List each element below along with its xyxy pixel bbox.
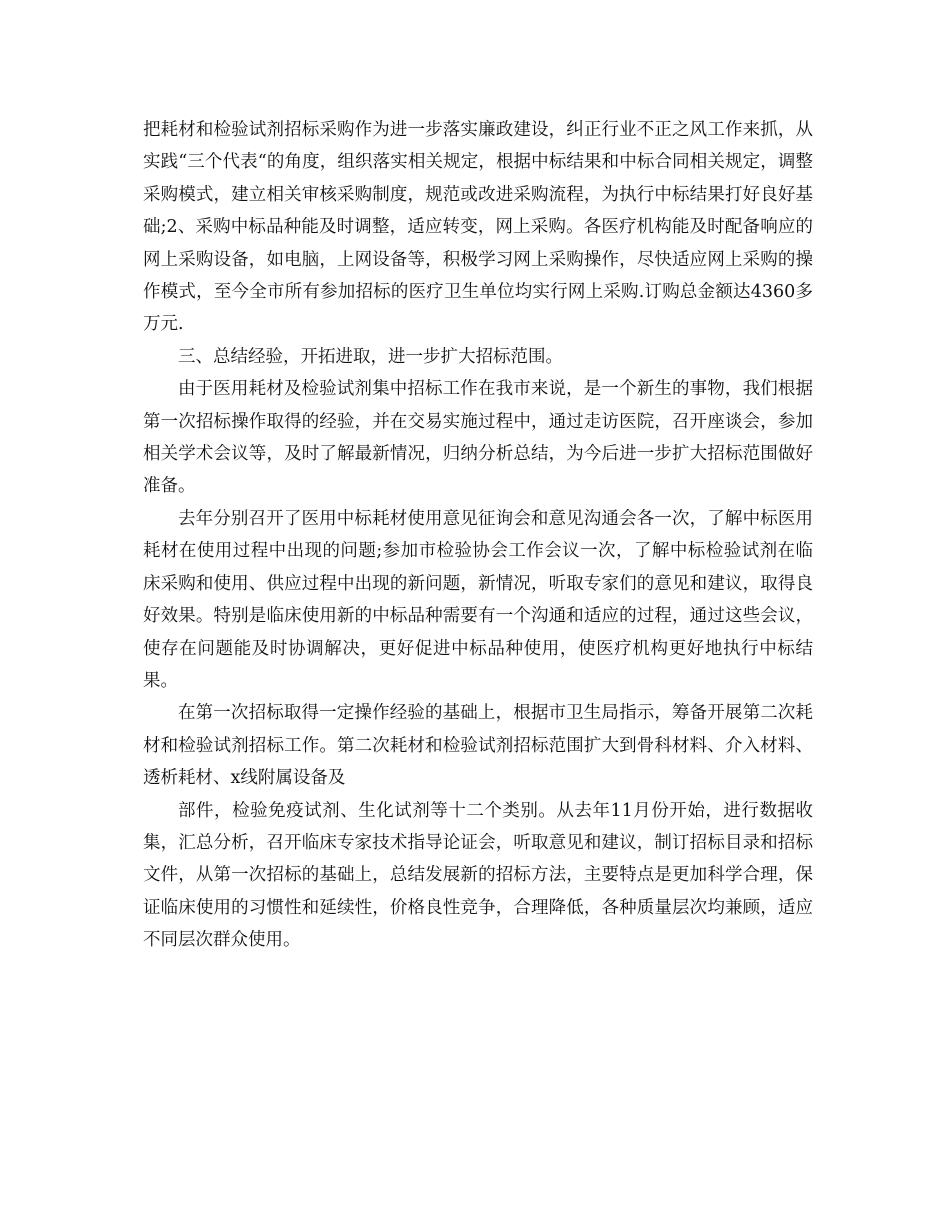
document-body xyxy=(143,114,813,957)
paragraph-second-tender: 在第一次招标取得一定操作经验的基础上，根据市卫生局指示，筹备开展第二次耗材和检验试剂招标工作。第二次耗材和检验试剂招标范围扩大到骨科材料、介入材料、透析耗材、x线附属设备及 xyxy=(143,703,813,789)
paragraph-meetings: 去年分别召开了医用中标耗材使用意见征询会和意见沟通会各一次，了解中标医用耗材在使用过程中出现的问题;参加市检验协会工作会议一次，了解中标检验试剂在临床采购和使用、供应过程中出现的新问题，新情况，听取专家们的意见和建议，取得良好效果。特别是临床使用新的中标品种需要有一个沟通和适应的过程，通过这些会议，使存在问题能及时协调解决，更好促进中标品种使用，使医疗机构更好地执行中标结果。 xyxy=(143,508,813,691)
section-heading-summary: 三、总结经验，开拓进取，进一步扩大招标范围。 xyxy=(178,346,563,367)
paragraph-procurement-execution: 把耗材和检验试剂招标采购作为进一步落实廉政建设，纠正行业不正之风工作来抓，从实践“三个代表“的角度，组织落实相关规定，根据中标结果和中标合同相关规定，调整采购模式，建立相关审核采购制度，规范或改进采购流程，为执行中标结果打好良好基础;2、采购中标品种能及时调整，适应转变，网上采购。各医疗机构能及时配备响应的网上采购设备，如电脑，上网设备等，积极学习网上采购操作，尽快适应网上采购的操作模式，至今全市所有参加招标的医疗卫生单位均实行网上采购.订购总金额达4360多万元. xyxy=(143,120,813,335)
paragraph-categories: 部件，检验免疫试剂、生化试剂等十二个类别。从去年11月份开始，进行数据收集，汇总分析，召开临床专家技术指导论证会，听取意见和建议，制订招标目录和招标文件，从第一次招标的基础上，总结发展新的招标方法，主要特点是更加科学合理，保证临床使用的习惯性和延续性，价格良性竞争，合理降低，各种质量层次均兼顾，适应不同层次群众使用。 xyxy=(143,800,813,951)
paragraph-experience: 由于医用耗材及检验试剂集中招标工作在我市来说，是一个新生的事物，我们根据第一次招标操作取得的经验，并在交易实施过程中，通过走访医院，召开座谈会，参加相关学术会议等，及时了解最新情况，归纳分析总结，为今后进一步扩大招标范围做好准备。 xyxy=(143,379,813,497)
